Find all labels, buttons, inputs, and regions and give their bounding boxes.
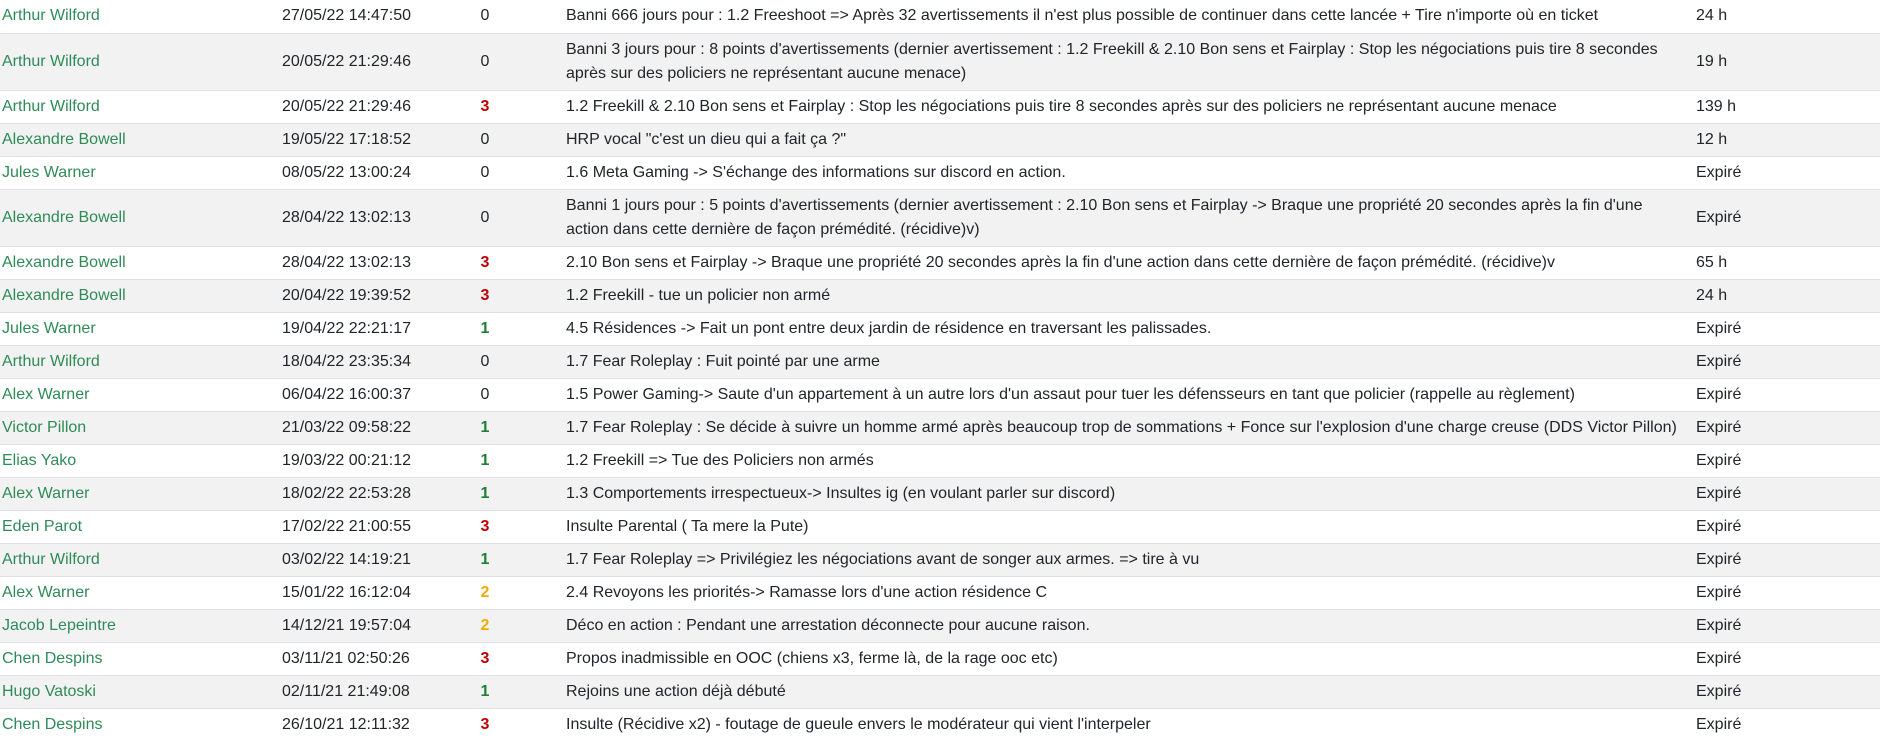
duration-cell: Expiré — [1690, 378, 1880, 411]
date-cell: 20/05/22 21:29:46 — [280, 33, 450, 90]
player-cell — [0, 312, 280, 345]
table-row — [0, 156, 1880, 189]
player-link[interactable]: Chen Despins — [2, 715, 103, 733]
table-row — [0, 345, 1880, 378]
table-row — [0, 279, 1880, 312]
player-cell — [0, 345, 280, 378]
points-cell: 1 — [450, 312, 560, 345]
reason-cell: 1.3 Comportements irrespectueux-> Insultes ig (en voulant parler sur discord) — [560, 477, 1690, 510]
table-row — [0, 642, 1880, 675]
date-cell: 28/04/22 13:02:13 — [280, 246, 450, 279]
reason-cell: 1.5 Power Gaming-> Saute d'un appartement à un autre lors d'un assaut pour tuer les défensseurs en tant que policier (rappelle au règlement) — [560, 378, 1690, 411]
table-row — [0, 90, 1880, 123]
duration-cell: Expiré — [1690, 345, 1880, 378]
player-link[interactable]: Hugo Vatoski — [2, 682, 96, 700]
player-cell — [0, 123, 280, 156]
table-row — [0, 708, 1880, 741]
duration-cell: Expiré — [1690, 543, 1880, 576]
player-link[interactable]: Jules Warner — [2, 163, 96, 181]
player-link[interactable]: Jacob Lepeintre — [2, 616, 116, 634]
date-cell: 21/03/22 09:58:22 — [280, 411, 450, 444]
player-cell — [0, 0, 280, 33]
date-cell: 26/10/21 12:11:32 — [280, 708, 450, 741]
player-cell — [0, 378, 280, 411]
reason-cell: 1.7 Fear Roleplay => Privilégiez les négociations avant de songer aux armes. => tire à vu — [560, 543, 1690, 576]
date-cell: 17/02/22 21:00:55 — [280, 510, 450, 543]
table-row — [0, 444, 1880, 477]
duration-cell: Expiré — [1690, 510, 1880, 543]
reason-cell: Banni 1 jours pour : 5 points d'avertissements (dernier avertissement : 2.10 Bon sens et Fairplay -> Braque une propriété 20 secondes après la fin d'une action dans cette dernière de façon prémédité. (récidive)v) — [560, 189, 1690, 246]
duration-cell: Expiré — [1690, 576, 1880, 609]
table-row — [0, 312, 1880, 345]
points-cell: 3 — [450, 279, 560, 312]
player-cell — [0, 708, 280, 741]
player-link[interactable]: Victor Pillon — [2, 418, 87, 436]
date-cell: 15/01/22 16:12:04 — [280, 576, 450, 609]
reason-cell: Déco en action : Pendant une arrestation déconnecte pour aucune raison. — [560, 609, 1690, 642]
reason-cell: 1.6 Meta Gaming -> S'échange des informations sur discord en action. — [560, 156, 1690, 189]
player-cell — [0, 543, 280, 576]
player-link[interactable]: Jules Warner — [2, 319, 96, 337]
points-cell: 3 — [450, 246, 560, 279]
player-cell — [0, 642, 280, 675]
date-cell: 19/04/22 22:21:17 — [280, 312, 450, 345]
date-cell: 18/04/22 23:35:34 — [280, 345, 450, 378]
points-cell: 1 — [450, 411, 560, 444]
table-row — [0, 510, 1880, 543]
player-link[interactable]: Alex Warner — [2, 385, 90, 403]
duration-cell: 139 h — [1690, 90, 1880, 123]
player-link[interactable]: Arthur Wilford — [2, 7, 100, 25]
date-cell: 02/11/21 21:49:08 — [280, 675, 450, 708]
reason-cell: 1.7 Fear Roleplay : Fuit pointé par une arme — [560, 345, 1690, 378]
date-cell: 27/05/22 14:47:50 — [280, 0, 450, 33]
reason-cell: 1.7 Fear Roleplay : Se décide à suivre un homme armé après beaucoup trop de sommations + Fonce sur l'explosion d'une charge creuse (DDS Victor Pillon) — [560, 411, 1690, 444]
points-cell: 3 — [450, 90, 560, 123]
reason-cell: 2.10 Bon sens et Fairplay -> Braque une propriété 20 secondes après la fin d'une action dans cette dernière de façon prémédité. (récidive)v — [560, 246, 1690, 279]
player-cell — [0, 156, 280, 189]
points-cell: 1 — [450, 675, 560, 708]
date-cell: 19/03/22 00:21:12 — [280, 444, 450, 477]
table-row — [0, 411, 1880, 444]
points-cell: 1 — [450, 477, 560, 510]
table-row — [0, 123, 1880, 156]
player-cell — [0, 246, 280, 279]
player-link[interactable]: Alexandre Bowell — [2, 286, 126, 304]
date-cell: 06/04/22 16:00:37 — [280, 378, 450, 411]
duration-cell: Expiré — [1690, 411, 1880, 444]
table-row — [0, 675, 1880, 708]
player-link[interactable]: Chen Despins — [2, 649, 103, 667]
player-link[interactable]: Eden Parot — [2, 517, 83, 535]
points-cell: 2 — [450, 609, 560, 642]
duration-cell: Expiré — [1690, 609, 1880, 642]
reason-cell: 1.2 Freekill - tue un policier non armé — [560, 279, 1690, 312]
player-link[interactable]: Alexandre Bowell — [2, 208, 126, 226]
table-row — [0, 609, 1880, 642]
duration-cell: Expiré — [1690, 189, 1880, 246]
date-cell: 03/02/22 14:19:21 — [280, 543, 450, 576]
player-link[interactable]: Arthur Wilford — [2, 52, 100, 70]
reason-cell: Insulte Parental ( Ta mere la Pute) — [560, 510, 1690, 543]
player-link[interactable]: Elias Yako — [2, 451, 77, 469]
player-cell — [0, 477, 280, 510]
duration-cell: Expiré — [1690, 675, 1880, 708]
reason-cell: HRP vocal "c'est un dieu qui a fait ça ?" — [560, 123, 1690, 156]
player-cell — [0, 609, 280, 642]
points-cell: 0 — [450, 378, 560, 411]
duration-cell: 24 h — [1690, 279, 1880, 312]
duration-cell: Expiré — [1690, 156, 1880, 189]
table-row — [0, 543, 1880, 576]
date-cell: 28/04/22 13:02:13 — [280, 189, 450, 246]
player-link[interactable]: Alex Warner — [2, 583, 90, 601]
duration-cell: 19 h — [1690, 33, 1880, 90]
table-row — [0, 477, 1880, 510]
table-row — [0, 33, 1880, 90]
date-cell: 19/05/22 17:18:52 — [280, 123, 450, 156]
reason-cell: 4.5 Résidences -> Fait un pont entre deux jardin de résidence en traversant les palissades. — [560, 312, 1690, 345]
duration-cell: Expiré — [1690, 708, 1880, 741]
player-link[interactable]: Alexandre Bowell — [2, 130, 126, 148]
duration-cell: Expiré — [1690, 477, 1880, 510]
reason-cell: Propos inadmissible en OOC (chiens x3, ferme là, de la rage ooc etc) — [560, 642, 1690, 675]
player-cell — [0, 33, 280, 90]
points-cell: 2 — [450, 576, 560, 609]
table-row — [0, 246, 1880, 279]
date-cell: 14/12/21 19:57:04 — [280, 609, 450, 642]
table-row — [0, 189, 1880, 246]
table-row — [0, 0, 1880, 33]
points-cell: 3 — [450, 708, 560, 741]
date-cell: 20/05/22 21:29:46 — [280, 90, 450, 123]
date-cell: 20/04/22 19:39:52 — [280, 279, 450, 312]
table-row — [0, 378, 1880, 411]
points-cell: 0 — [450, 0, 560, 33]
player-link[interactable]: Arthur Wilford — [2, 550, 100, 568]
player-cell — [0, 675, 280, 708]
reason-cell: Rejoins une action déjà débuté — [560, 675, 1690, 708]
player-cell — [0, 444, 280, 477]
date-cell: 08/05/22 13:00:24 — [280, 156, 450, 189]
duration-cell: 65 h — [1690, 246, 1880, 279]
duration-cell: Expiré — [1690, 312, 1880, 345]
points-cell: 0 — [450, 123, 560, 156]
player-cell — [0, 90, 280, 123]
duration-cell: 12 h — [1690, 123, 1880, 156]
reason-cell: 1.2 Freekill & 2.10 Bon sens et Fairplay : Stop les négociations puis tire 8 secondes après sur des policiers ne représentant aucune menace — [560, 90, 1690, 123]
points-cell: 0 — [450, 345, 560, 378]
points-cell: 3 — [450, 510, 560, 543]
reason-cell: 1.2 Freekill => Tue des Policiers non armés — [560, 444, 1690, 477]
points-cell: 3 — [450, 642, 560, 675]
points-cell: 1 — [450, 444, 560, 477]
player-link[interactable]: Arthur Wilford — [2, 352, 100, 370]
player-cell — [0, 189, 280, 246]
reason-cell: 2.4 Revoyons les priorités-> Ramasse lors d'une action résidence C — [560, 576, 1690, 609]
duration-cell: Expiré — [1690, 642, 1880, 675]
reason-cell: Banni 3 jours pour : 8 points d'avertissements (dernier avertissement : 1.2 Freekill & 2.10 Bon sens et Fairplay : Stop les négociations puis tire 8 secondes après sur des policiers ne représentant aucune menace) — [560, 33, 1690, 90]
date-cell: 18/02/22 22:53:28 — [280, 477, 450, 510]
player-cell — [0, 510, 280, 543]
reason-cell: Insulte (Récidive x2) - foutage de gueule envers le modérateur qui vient l'interpeler — [560, 708, 1690, 741]
date-cell: 03/11/21 02:50:26 — [280, 642, 450, 675]
reason-cell: Banni 666 jours pour : 1.2 Freeshoot => Après 32 avertissements il n'est plus possible de continuer dans cette lancée + Tire n'importe où en ticket — [560, 0, 1690, 33]
player-link[interactable]: Alex Warner — [2, 484, 90, 502]
points-cell: 0 — [450, 156, 560, 189]
player-link[interactable]: Arthur Wilford — [2, 97, 100, 115]
points-cell: 1 — [450, 543, 560, 576]
points-cell: 0 — [450, 33, 560, 90]
duration-cell: 24 h — [1690, 0, 1880, 33]
points-cell: 0 — [450, 189, 560, 246]
duration-cell: Expiré — [1690, 444, 1880, 477]
player-cell — [0, 411, 280, 444]
player-link[interactable]: Alexandre Bowell — [2, 253, 126, 271]
player-cell — [0, 576, 280, 609]
player-cell — [0, 279, 280, 312]
table-row — [0, 576, 1880, 609]
